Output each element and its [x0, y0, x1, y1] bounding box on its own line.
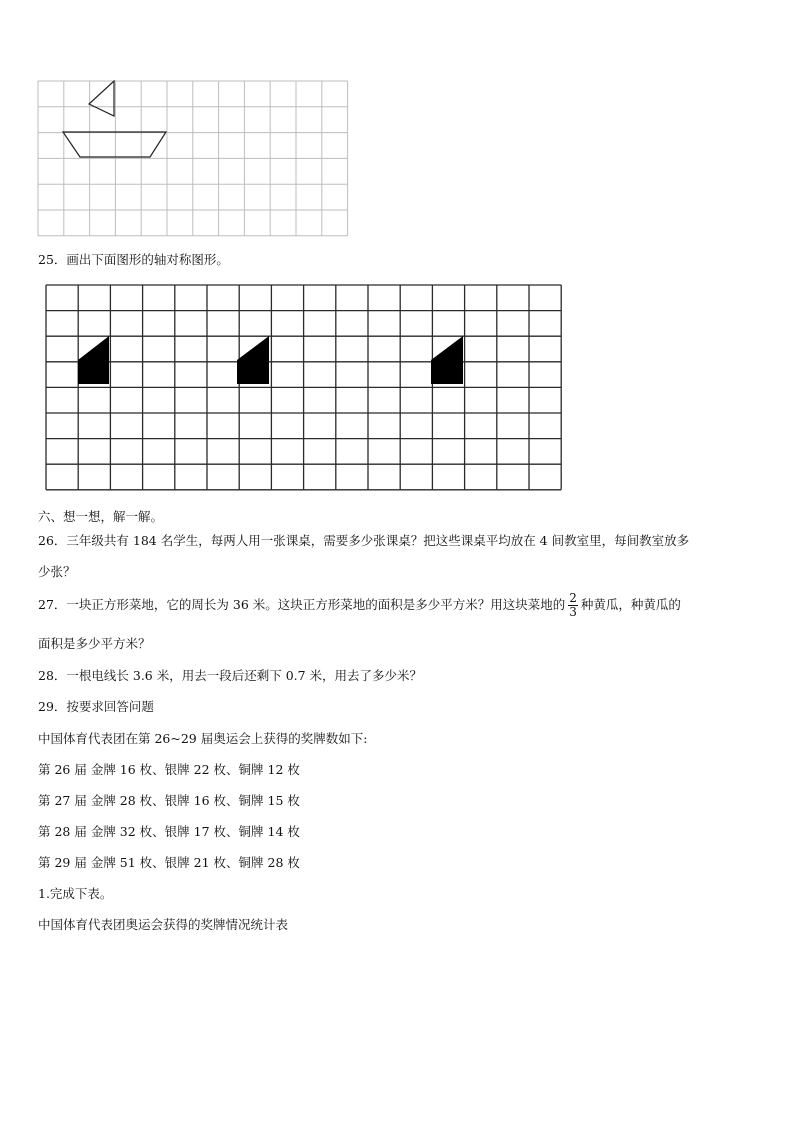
fraction-denominator: 3: [569, 605, 577, 619]
shaded-shape-1-base: [78, 360, 109, 384]
medal-row-28: 第 28 届 金牌 32 枚、银牌 17 枚、铜牌 14 枚: [38, 824, 300, 839]
question-29-title: 29．按要求回答问题: [38, 699, 154, 714]
shaded-shape-3: [431, 336, 463, 360]
question-27-text-after: 种黄瓜，种黄瓜的: [580, 597, 681, 612]
question-27-text-before: 27．一块正方形菜地，它的周长为 36 米。这块正方形菜地的面积是多少平方米？用这块菜地的: [38, 597, 566, 612]
question-26-line-2: 少张？: [38, 564, 76, 579]
question-25: 25．画出下面图形的轴对称图形。: [38, 252, 229, 267]
shaded-shape-3-base: [431, 360, 463, 384]
question-26-line-1: 26．三年级共有 184 名学生，每两人用一张课桌，需要多少张课桌？把这些课桌平均放在 4 间教室里，每间教室放多: [38, 533, 690, 548]
fraction-numerator: 2: [569, 591, 577, 605]
shaded-shape-1: [78, 336, 109, 360]
shaded-shape-2-base: [237, 360, 269, 384]
question-27-line-2: 面积是多少平方米？: [38, 636, 151, 651]
question-29-intro: 中国体育代表团在第 26~29 届奥运会上获得的奖牌数如下:: [38, 731, 368, 746]
fraction-two-thirds: [568, 592, 578, 619]
symmetry-grid-figure: [45, 284, 567, 494]
section-6-heading: 六、想一想，解一解。: [38, 509, 164, 524]
medal-row-26: 第 26 届 金牌 16 枚、银牌 22 枚、铜牌 12 枚: [38, 762, 300, 777]
question-29-sub-1: 1.完成下表。: [38, 886, 113, 901]
shaded-shape-2: [237, 336, 269, 360]
sailboat-sail: [89, 81, 114, 116]
sailboat-grid-figure: [37, 80, 349, 238]
sailboat-hull: [63, 132, 166, 157]
question-27-line-1: [38, 591, 681, 619]
medal-row-29: 第 29 届 金牌 51 枚、银牌 21 枚、铜牌 28 枚: [38, 855, 300, 870]
table-title: 中国体育代表团奥运会获得的奖牌情况统计表: [38, 917, 289, 932]
question-28: 28．一根电线长 3.6 米，用去一段后还剩下 0.7 米，用去了多少米？: [38, 668, 423, 683]
medal-row-27: 第 27 届 金牌 28 枚、银牌 16 枚、铜牌 15 枚: [38, 793, 300, 808]
sailboat-drawing: [63, 81, 166, 157]
